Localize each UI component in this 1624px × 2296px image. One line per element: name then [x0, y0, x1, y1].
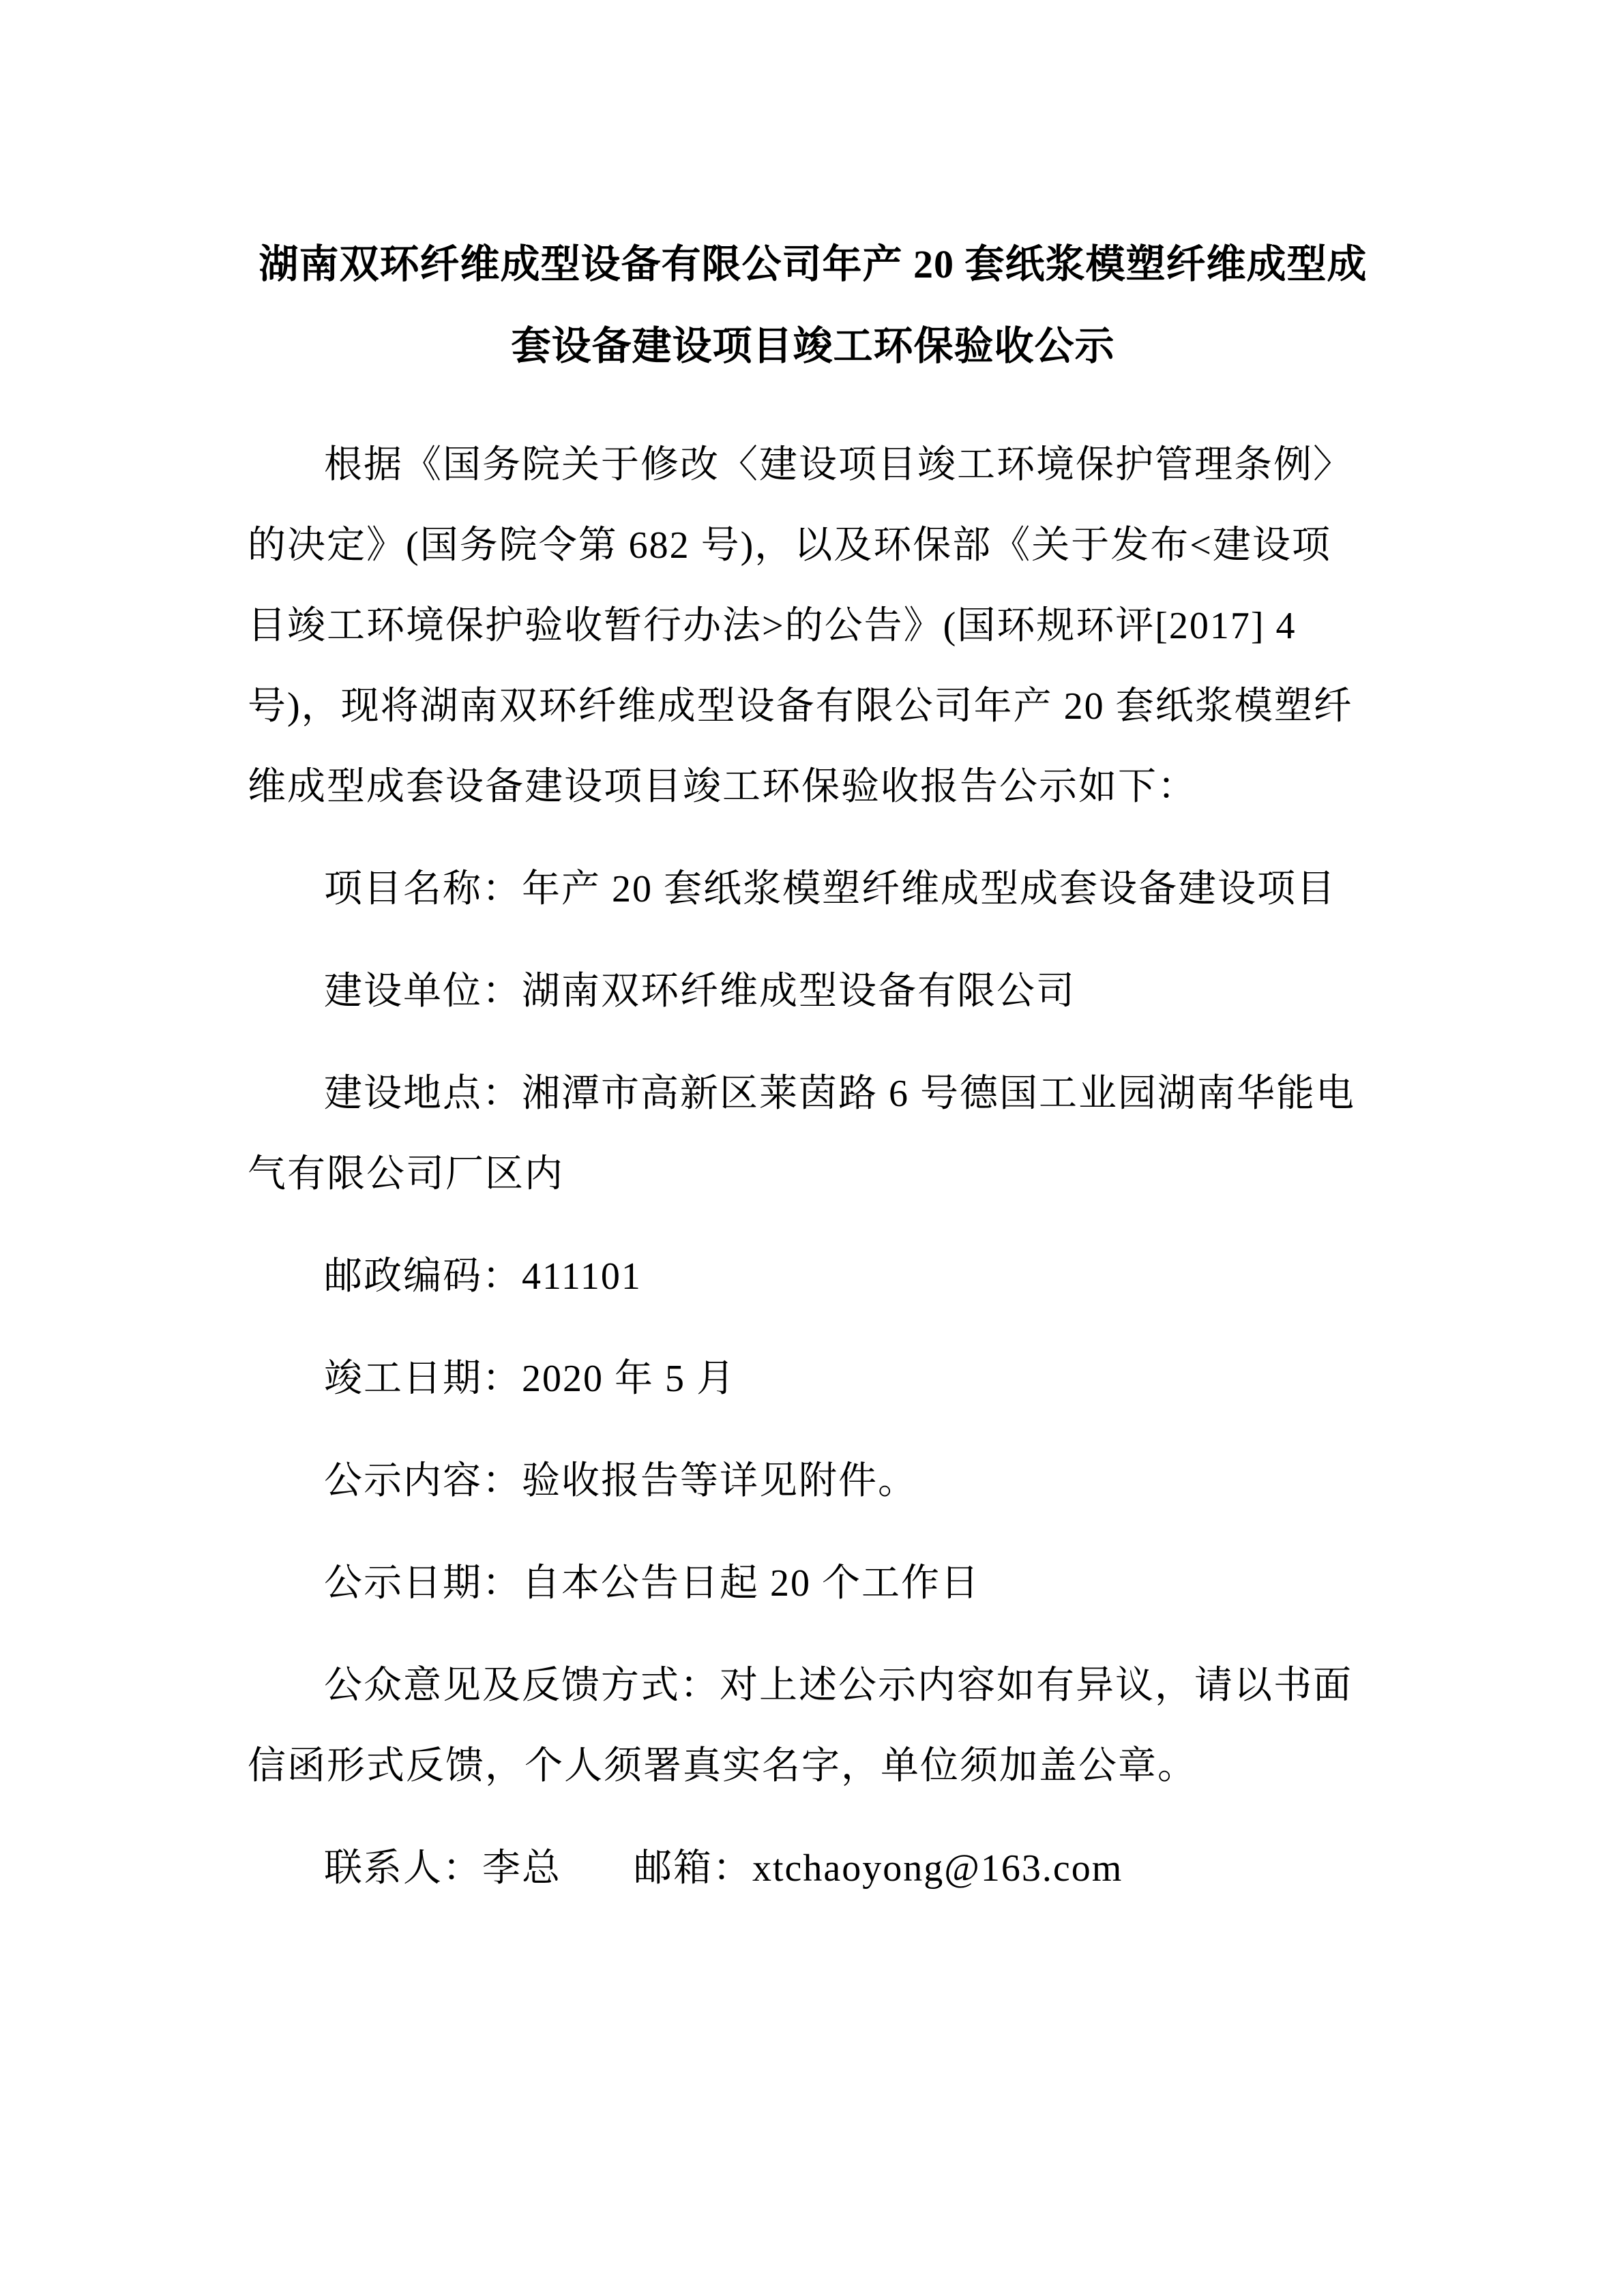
item-publicity-period — [248, 1543, 1378, 1624]
postal-code-text: 邮政编码：411101 — [324, 1255, 642, 1298]
item-contact — [248, 1828, 1378, 1909]
intro-paragraph — [248, 425, 1378, 827]
title-line-2: 套设备建设项目竣工环保验收公示 — [511, 324, 1115, 368]
item-location — [248, 1054, 1378, 1214]
document-title — [248, 224, 1378, 387]
item-feedback — [248, 1645, 1378, 1806]
intro-line-2: 的决定》(国务院令第 682 号)，以及环保部《关于发布<建设项 — [248, 524, 1331, 567]
location-line-1: 建设地点：湘潭市高新区莱茵路 6 号德国工业园湖南华能电 — [324, 1073, 1355, 1115]
intro-line-4: 号)，现将湖南双环纤维成型设备有限公司年产 20 套纸浆模塑纤 — [248, 685, 1353, 728]
location-line-2: 气有限公司厂区内 — [248, 1153, 564, 1195]
publicity-period-text: 公示日期：自本公告日起 20 个工作日 — [324, 1562, 980, 1605]
builder-text: 建设单位：湖南双环纤维成型设备有限公司 — [324, 970, 1076, 1013]
intro-line-3: 目竣工环境保护验收暂行办法>的公告》(国环规环评[2017] 4 — [248, 605, 1297, 647]
project-name-text: 项目名称：年产 20 套纸浆模塑纤维成型成套设备建设项目 — [324, 868, 1336, 910]
item-publicity-content — [248, 1441, 1378, 1521]
feedback-line-2: 信函形式反馈，个人须署真实名字，单位须加盖公章。 — [248, 1745, 1197, 1787]
contact-person-text: 联系人：李总 — [324, 1847, 561, 1890]
item-completion-date — [248, 1339, 1378, 1419]
publicity-content-text: 公示内容：验收报告等详见附件。 — [324, 1460, 917, 1502]
title-line-1: 湖南双环纤维成型设备有限公司年产 20 套纸浆模塑纤维成型成 — [259, 242, 1368, 286]
feedback-line-1: 公众意见及反馈方式：对上述公示内容如有异议，请以书面 — [324, 1665, 1353, 1707]
item-postal-code — [248, 1236, 1378, 1317]
item-project-name — [248, 849, 1378, 929]
intro-line-5: 维成型成套设备建设项目竣工环保验收报告公示如下： — [248, 766, 1197, 808]
contact-email-text: 邮箱：xtchaoyong@163.com — [634, 1847, 1123, 1890]
completion-date-text: 竣工日期：2020 年 5 月 — [324, 1358, 736, 1400]
item-builder — [248, 951, 1378, 1032]
intro-line-1: 根据《国务院关于修改〈建设项目竣工环境保护管理条例〉 — [324, 444, 1353, 486]
contact-line — [248, 1828, 1378, 1909]
